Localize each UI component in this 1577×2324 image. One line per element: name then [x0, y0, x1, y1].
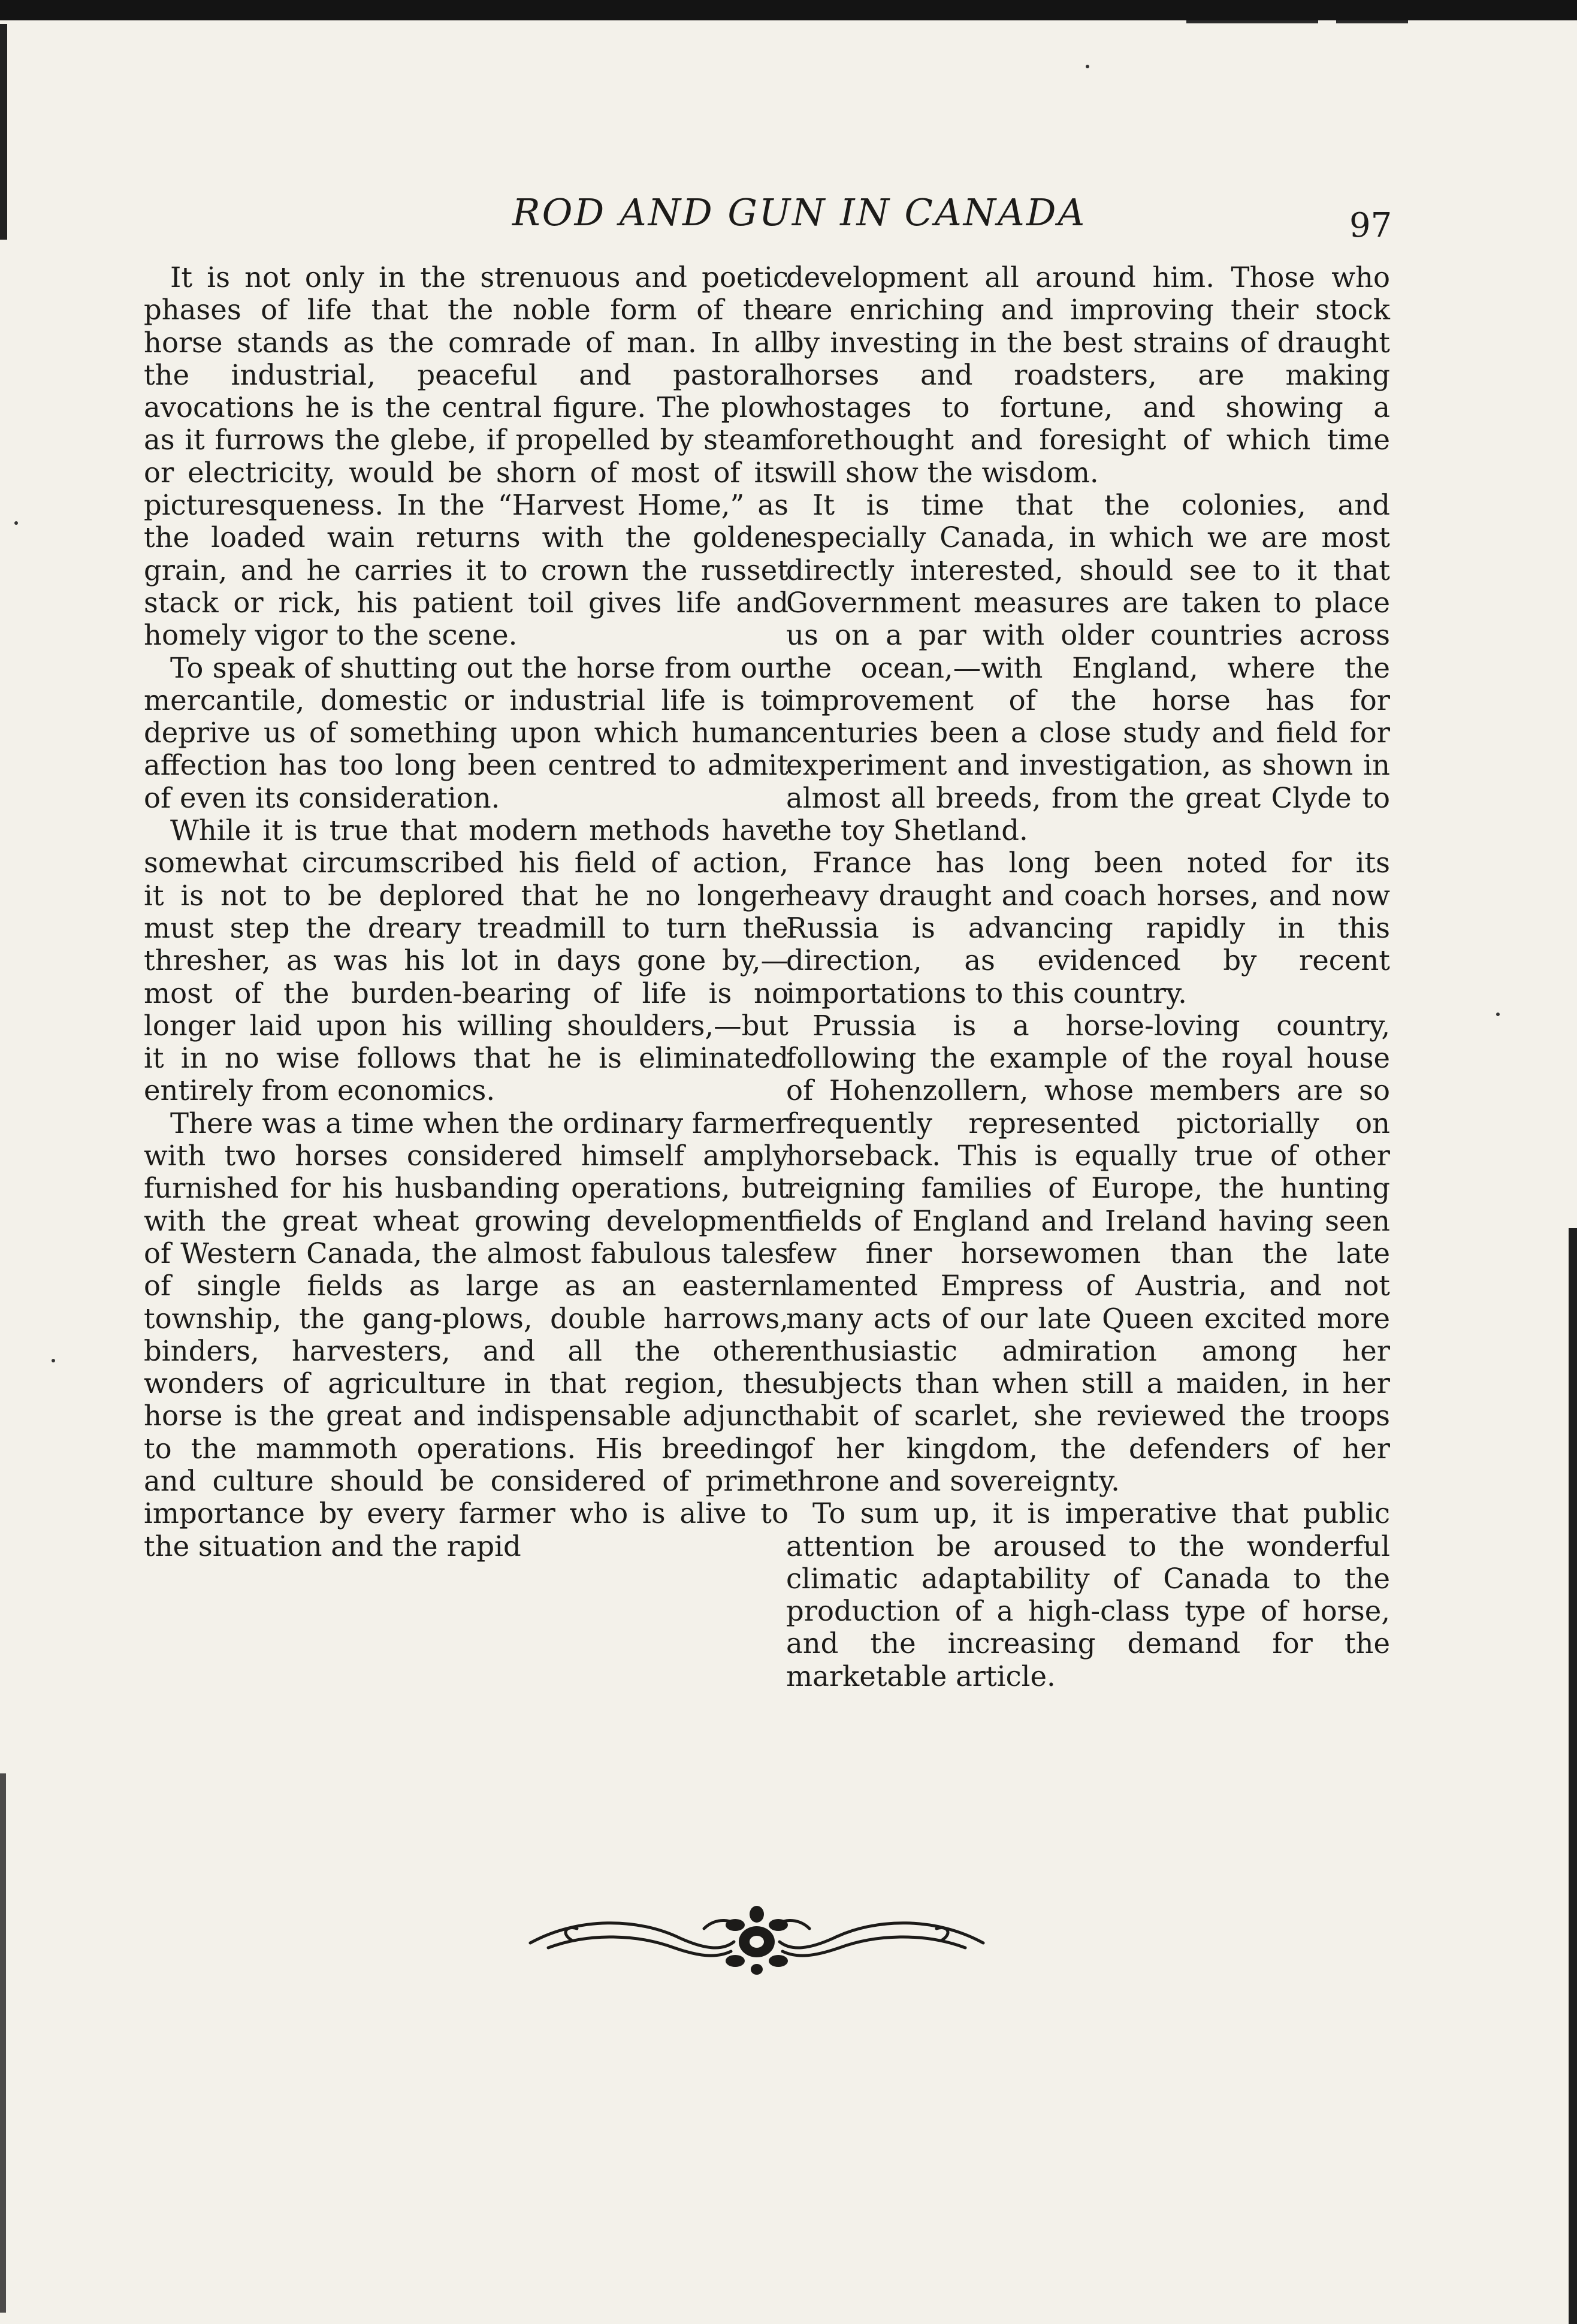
scan-top-border	[0, 0, 1577, 20]
scan-speck	[1496, 1013, 1500, 1016]
page-number: 97	[1349, 206, 1392, 245]
scan-speck	[14, 521, 18, 525]
paragraph: France has long been noted for its heavy draught and coach horses, and now Russia is advancing rapidly in this direction, as evidenced by recent importations to this country.	[786, 847, 1390, 1010]
left-column	[144, 261, 788, 1563]
paragraph: While it is true that modern methods have somewhat circumscribed his field of action, it is not to be deplored that he no longer must step the dreary treadmill to turn the thresher, as was his lot in days gone by,—most of the burden-bearing of life is no longer laid upon his willing shoulders,—but it in no wise follows that he is eliminated entirely from economics.	[144, 814, 788, 1107]
paragraph: Prussia is a horse-loving country, following the example of the royal house of Hohenzollern, whose members are so frequently represented pictorially on horseback. This is equally true of other reigning families of Europe, the hunting fields of England and Ireland having seen few finer horsewomen than the late lamented Empress of Austria, and not many acts of our late Queen excited more enthusiastic admiration among her subjects than when still a maiden, in her habit of scarlet, she reviewed the troops of her kingdom, the defenders of her throne and sovereignty.	[786, 1009, 1390, 1497]
running-header: ROD AND GUN IN CANADA	[512, 191, 1087, 234]
paragraph: There was a time when the ordinary farmer with two horses considered himself amply furnished for his husbanding operations, but with the great wheat growing development of Western Canada, the almost fabulous tales of single fields as large as an eastern township, the gang-plows, double harrows, binders, harvesters, and all the other wonders of agriculture in that region, the horse is the great and indispensable adjunct to the mammoth operations. His breeding and culture should be considered of prime importance by every farmer who is alive to the situation and the rapid	[144, 1107, 788, 1563]
ornament-fleuron-icon	[524, 1905, 989, 1977]
right-column	[786, 261, 1390, 1693]
paragraph-continued: development all around him. Those who are enriching and improving their stock by investing in the best strains of draught horses and roadsters, are making hostages to fortune, and showing a forethought and foresight of which time will show the wisdom.	[786, 261, 1390, 489]
paragraph: To speak of shutting out the horse from our mercantile, domestic or industrial life is to deprive us of something upon which human affection has too long been centred to admit of even its consideration.	[144, 651, 788, 814]
paragraph: It is not only in the strenuous and poetic phases of life that the noble form of the horse stands as the comrade of man. In all the industrial, peaceful and pastoral avocations he is the central figure. The plow as it furrows the glebe, if propelled by steam or electricity, would be shorn of most of its picturesqueness. In the “Harvest Home,” as the loaded wain returns with the golden grain, and he carries it to crown the russet stack or rick, his patient toil gives life and homely vigor to the scene.	[144, 261, 788, 652]
paragraph: To sum up, it is imperative that public attention be aroused to the wonderful climatic adaptability of Canada to the production of a high-class type of horse, and the increasing demand for the marketable article.	[786, 1497, 1390, 1693]
scan-left-edge	[0, 24, 7, 240]
scan-speck	[52, 1359, 55, 1362]
scan-left-edge-lower	[0, 1773, 6, 2313]
paragraph: It is time that the colonies, and especially Canada, in which we are most directly interested, should see to it that Government measures are taken to place us on a par with older countries across the ocean,—with England, where the improvement of the horse has for centuries been a close study and field for experiment and investigation, as shown in almost all breeds, from the great Clyde to the toy Shetland.	[786, 489, 1390, 847]
scan-right-edge	[1569, 1228, 1577, 2324]
scan-speck	[1086, 65, 1089, 68]
